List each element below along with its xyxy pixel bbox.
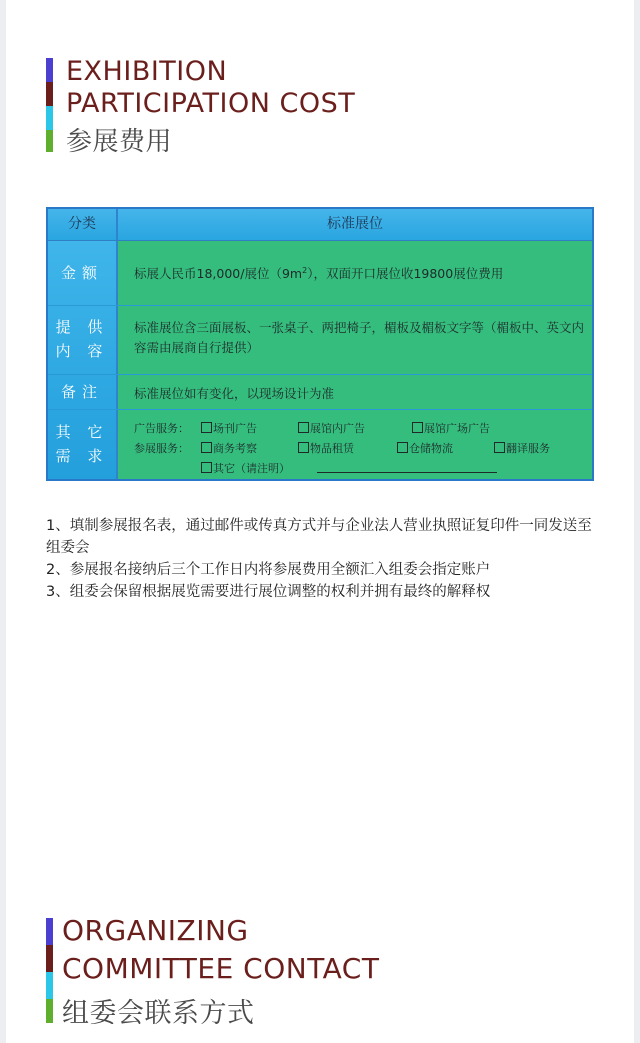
label-provided-line2: 内 容: [55, 342, 109, 360]
option-label: 其它（请注明）: [213, 462, 290, 475]
label-other-needs: [48, 420, 116, 468]
checkbox-other[interactable]: [201, 460, 290, 476]
label-remarks: 备注: [60, 383, 103, 401]
checkbox-program-ad[interactable]: [201, 420, 257, 436]
checkbox-logistics[interactable]: [397, 440, 453, 456]
title-organizing: ORGANIZING: [62, 914, 249, 947]
note-item: 3、组委会保留根据展览需要进行展位调整的权利并拥有最终的解释权: [46, 584, 491, 600]
amount-text-a: 标展人民币18,000/展位（9m: [134, 266, 303, 281]
title-cn-cost: 参展费用: [66, 127, 173, 157]
amount-text-b: ），双面开口展位收19800展位费用: [307, 266, 504, 281]
option-label: 翻译服务: [506, 442, 550, 455]
row-divider: [48, 305, 592, 306]
color-bar-accent: [46, 58, 53, 152]
option-label: 物品租赁: [310, 442, 354, 455]
option-label: 展馆内广告: [310, 422, 365, 435]
row-divider: [48, 240, 592, 241]
title-cn-contact: 组委会联系方式: [62, 998, 255, 1029]
label-provided-content: [48, 315, 116, 363]
checkbox-plaza-ad[interactable]: [412, 420, 490, 436]
section-exhibition-cost-header: [46, 58, 446, 158]
amount-text: [134, 264, 503, 282]
option-label: 展馆广场广告: [424, 422, 490, 435]
label-provided-line1: 提 供: [55, 318, 109, 336]
column-divider: [116, 209, 118, 479]
header-category: 分类: [68, 216, 96, 232]
exhibit-services-label: 参展服务：: [134, 442, 189, 455]
label-other-line1: 其 它: [55, 423, 109, 441]
checkbox-icon[interactable]: [201, 462, 212, 473]
checkbox-icon[interactable]: [298, 422, 309, 433]
note-item: 1、填制参展报名表，通过邮件或传真方式并与企业法人营业执照证复印件一同发送至组委会: [46, 518, 592, 556]
title-exhibition: EXHIBITION: [66, 56, 228, 87]
left-frame-edge: [0, 0, 6, 1043]
title-committee-contact: COMMITTEE CONTACT: [62, 952, 380, 985]
provided-content-text: 标准展位含三面展板、一张桌子、两把椅子，楣板及楣板文字等（楣板中、英文内容需由展商自行提供）: [134, 320, 585, 355]
checkbox-icon[interactable]: [201, 442, 212, 453]
checkbox-hall-ad[interactable]: [298, 420, 365, 436]
row-divider: [48, 374, 592, 375]
checkbox-icon[interactable]: [494, 442, 505, 453]
option-label: 仓储物流: [409, 442, 453, 455]
cost-table: [46, 207, 594, 481]
remarks-text: 标准展位如有变化，以现场设计为准: [134, 386, 335, 401]
label-amount: 金额: [60, 264, 103, 282]
option-label: 商务考察: [213, 442, 257, 455]
notes-list: [46, 515, 606, 603]
right-frame-edge: [634, 0, 640, 1043]
ad-services-label: 广告服务：: [134, 422, 189, 435]
checkbox-translation[interactable]: [494, 440, 550, 456]
color-bar-accent: [46, 918, 53, 1023]
checkbox-icon[interactable]: [298, 442, 309, 453]
other-specify-line[interactable]: [317, 472, 497, 473]
section-committee-contact-header: [46, 914, 466, 1029]
row-divider: [48, 409, 592, 410]
header-standard-booth: 标准展位: [327, 216, 383, 232]
title-participation-cost: PARTICIPATION COST: [66, 88, 356, 119]
label-other-line2: 需 求: [55, 447, 109, 465]
option-label: 场刊广告: [213, 422, 257, 435]
checkbox-business-visit[interactable]: [201, 440, 257, 456]
checkbox-icon[interactable]: [412, 422, 423, 433]
amount-superscript: 2: [302, 265, 308, 275]
checkbox-rental[interactable]: [298, 440, 354, 456]
note-item: 2、参展报名接纳后三个工作日内将参展费用全额汇入组委会指定账户: [46, 562, 491, 578]
checkbox-icon[interactable]: [201, 422, 212, 433]
checkbox-icon[interactable]: [397, 442, 408, 453]
